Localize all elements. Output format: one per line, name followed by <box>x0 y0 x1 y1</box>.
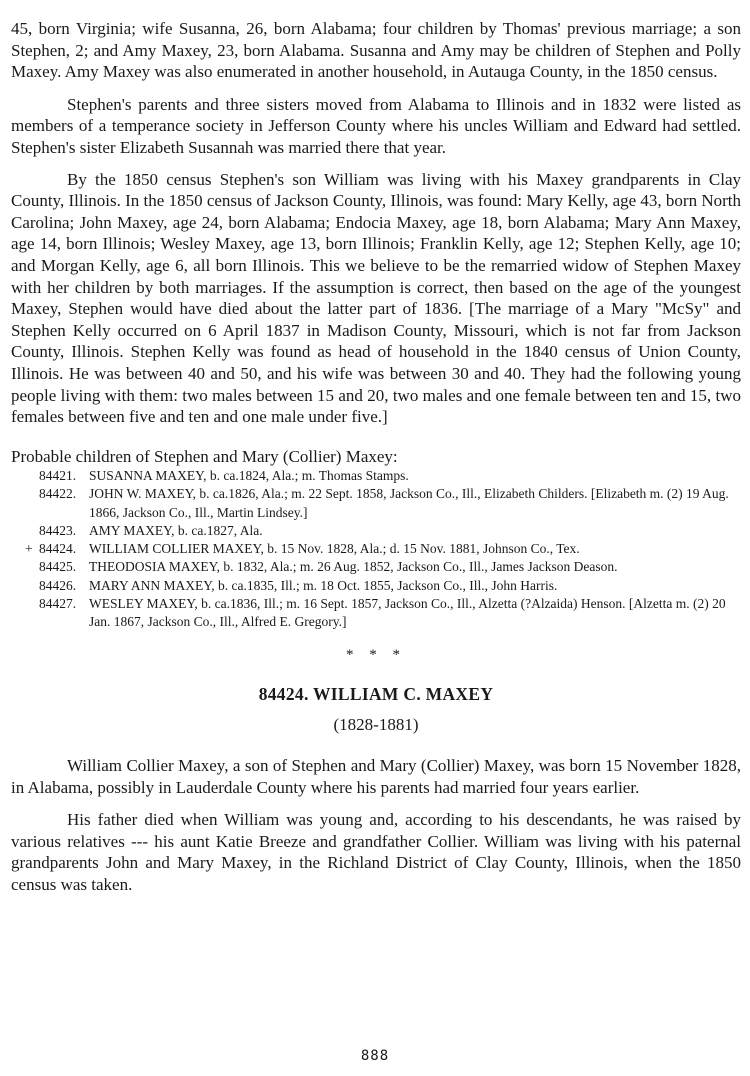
paragraph-upbringing: His father died when William was young and, according to his descendants, he was raised by various relatives --- his aunt Katie Breeze and grandfather Collier. William was living with his paternal grandparents John and Mary Maxey, in the Richland District of Clay County, Illinois, when the 1850 census was taken. <box>11 810 741 895</box>
child-number: 84423. <box>39 522 77 538</box>
child-text: WILLIAM COLLIER MAXEY, b. 15 Nov. 1828, Ala.; d. 15 Nov. 1881, Johnson Co., Tex. <box>89 541 580 557</box>
page-number: 888 <box>360 1048 390 1064</box>
child-number: 84422. <box>39 486 77 502</box>
child-text: SUSANNA MAXEY, b. ca.1824, Ala.; m. Thomas Stamps. <box>89 468 409 484</box>
section-years: (1828-1881) <box>333 715 419 735</box>
child-text: AMY MAXEY, b. ca.1827, Ala. <box>89 522 263 538</box>
child-number: 84427. <box>39 595 77 611</box>
child-text: MARY ANN MAXEY, b. ca.1835, Ill.; m. 18 Oct. 1855, Jackson Co., Ill., John Harris. <box>89 577 558 593</box>
child-text: WESLEY MAXEY, b. ca.1836, Ill.; m. 16 Sept. 1857, Jackson Co., Ill., Alzetta (?Alzaida) Henson. [Alzetta m. (2) 20 Jan. 1867, Jackson Co., Ill., Alfred E. Gregory.] <box>89 595 726 629</box>
children-heading: Probable children of Stephen and Mary (Collier) Maxey: <box>11 446 398 466</box>
list-item <box>11 558 741 576</box>
children-list <box>11 467 741 631</box>
descendant-marker: + <box>25 541 33 557</box>
child-number: 84424. <box>39 541 77 557</box>
list-item <box>11 485 741 521</box>
paragraph-parents-move: Stephen's parents and three sisters moved from Alabama to Illinois and in 1832 were listed as members of a temperance society in Jefferson County where his uncles William and Edward had settled. Stephen's sister Elizabeth Susannah was married there that year. <box>11 94 741 157</box>
list-item <box>11 522 741 540</box>
child-text: JOHN W. MAXEY, b. ca.1826, Ala.; m. 22 Sept. 1858, Jackson Co., Ill., Elizabeth Childers. [Elizabeth m. (2) 19 Aug. 1866, Jackson Co., Ill., Martin Lindsey.] <box>89 486 729 520</box>
paragraph-continuation: 45, born Virginia; wife Susanna, 26, born Alabama; four children by Thomas' previous marriage; a son Stephen, 2; and Amy Maxey, 23, born Alabama. Susanna and Amy may be children of Stephen and Polly Maxey. Amy Maxey was also enumerated in another household, in Autauga County, in the 1850 census. <box>11 19 741 82</box>
child-number: 84421. <box>39 468 77 484</box>
paragraph-1850-census: By the 1850 census Stephen's son William was living with his Maxey grandparents in Clay County, Illinois. In the 1850 census of Jackson County, Illinois, was found: Mary Kelly, age 43, born North Carolina; John Maxey, age 24, born Alabama; Endocia Maxey, age 18, born Alabama; Mary Ann Maxey, age 14, born Illinois; Wesley Maxey, age 13, born Illinois; Franklin Kelly, age 12; Stephen Kelly, age 10; and Morgan Kelly, age 6, all born Illinois. This we believe to be the remarried widow of Stephen Maxey with her children by both marriages. If the assumption is correct, then based on the age of the youngest Maxey, Stephen would have died about the latter part of 1836. [The marriage of a Mary "McSy" and Stephen Kelly occurred on 6 April 1837 in Madison County, Missouri, which is not far from Jackson County, Illinois. Stephen Kelly was found as head of household in the 1840 census of Union County, Illinois. He was between 40 and 50, and his wife was between 30 and 40. They had the following young people living with them: two males between 15 and 20, two males and one female between ten and 15, two females between five and ten and one male under five.] <box>11 169 741 427</box>
list-item <box>11 467 741 485</box>
list-item <box>11 540 741 558</box>
paragraph-birth: William Collier Maxey, a son of Stephen and Mary (Collier) Maxey, was born 15 November 1828, in Alabama, possibly in Lauderdale County where his parents had married four years earlier. <box>11 756 741 797</box>
child-number: 84426. <box>39 577 77 593</box>
child-text: THEODOSIA MAXEY, b. 1832, Ala.; m. 26 Aug. 1852, Jackson Co., Ill., James Jackson Deason. <box>89 559 618 575</box>
section-separator: * * * <box>346 647 406 664</box>
document-page <box>11 18 741 896</box>
child-number: 84425. <box>39 559 77 575</box>
list-item <box>11 577 741 595</box>
list-item <box>11 595 741 631</box>
section-title: 84424. WILLIAM C. MAXEY <box>258 684 494 705</box>
